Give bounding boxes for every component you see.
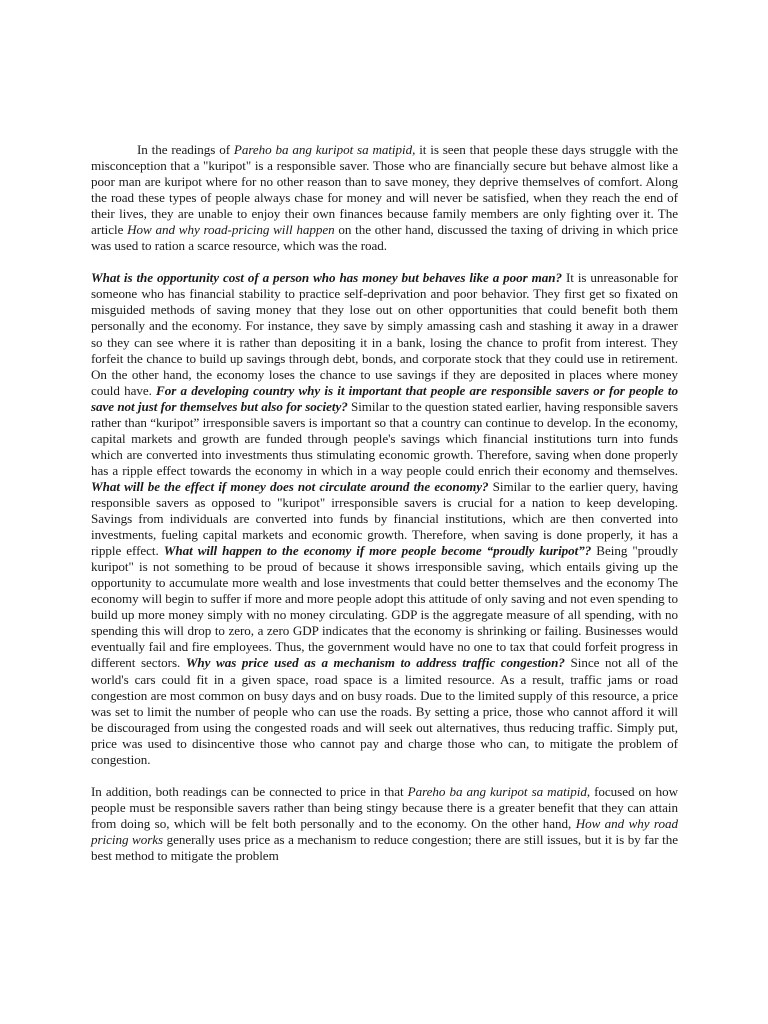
question-developing-country: For a developing country why is it important that people are responsible savers or for people to save not just for themselves but also for society? (91, 382, 679, 414)
text-run: generally uses price as a mechanism to reduce congestion; there are still issues, but it is by far the best method to mitigate the problem (91, 831, 678, 863)
document-page (91, 142, 678, 864)
text-run: In the readings of (137, 142, 234, 157)
text-run: Similar to the question stated earlier, having responsible savers rather than “kuripot” irresponsible savers is important so that a country can continue to develop. In the economy, capital markets and growth are funded through people's savings which financial institutions turn into funds which are converted into investments thus stimulating economic growth. Therefore, saving when done properly has a ripple effect towards the economy in which in a way people could enrich their economy and themselves. (91, 398, 678, 478)
question-money-circulation: What will be the effect if money does not circulate around the economy? (91, 478, 489, 494)
article-title-road-pricing: How and why road pricing works (91, 815, 678, 847)
article-title-road-pricing: How and why road-pricing will happen (127, 222, 335, 238)
text-run: on the other hand, discussed the taxing of driving in which price was used to ration a scarce resource, which was the road. (91, 222, 678, 254)
question-proudly-kuripot: What will happen to the economy if more people become “proudly kuripot”? (163, 543, 592, 559)
text-run: Similar to the earlier query, having responsible savers as opposed to "kuripot" irresponsible savers is crucial for a nation to keep developing. Savings from individuals are converted into funds by financial institutions, which are then converted into investments, fueling capital markets and economic growth. Therefore, when saving is done properly, it has a ripple effect. (91, 478, 679, 559)
text-run: In addition, both readings can be connected to price in that (91, 783, 408, 799)
question-traffic-price: Why was price used as a mechanism to address traffic congestion? (185, 655, 565, 671)
paragraph-intro (91, 142, 678, 254)
paragraph-conclusion (91, 784, 678, 864)
text-run: it is seen that people these days struggle with the misconception that a "kuripot" is a responsible saver. Those who are financially secure but behave almost like a poor man are kuripot where for no other reason than to save money, they deprive themselves of comfort. Along the road these types of people always chase for money and will never be satisfied, when they reach the end of their lives, they are unable to enjoy their own finances because family members are only fighting over it. The article (91, 142, 679, 238)
text-run: Since not all of the world's cars could fit in a given space, road space is a limited resource. As a result, traffic jams or road congestion are most common on busy days and on busy roads. Due to the limited supply of this resource, a price was set to limit the number of people who can use the roads. By setting a price, those who cannot afford it will be discouraged from using the congested roads and will seek out alternatives, thus reducing traffic. Simply put, price was used to disincentive those who cannot pay and charge those who can, to mitigate the problem of congestion. (91, 655, 678, 767)
text-run: , focused on how people must be responsible savers rather than being stingy because there is a greater benefit that they can attain from doing so, which will be felt both personally and to the economy. On the other hand, (91, 783, 678, 831)
reading-title-kuripot: Pareho ba ang kuripot sa matipid, (233, 142, 416, 157)
question-opportunity-cost: What is the opportunity cost of a person who has money but behaves like a poor man? (91, 270, 563, 286)
reading-title-kuripot: Pareho ba ang kuripot sa matipid (407, 783, 587, 799)
text-run: It is unreasonable for someone who has financial stability to practice self-deprivation and poor behavior. They first get so fixated on misguided methods of saving money that they lose out on other opportunities that could benefit both them personally and the economy. For instance, they save by simply amassing cash and stashing it away in a drawer so they can see where it is rather than depositing it in a bank, losing the chance to profit from interest. They forfeit the chance to build up savings through debt, bonds, and corporate stock that they could use in retirement. On the other hand, the economy loses the chance to use savings if they are deposited in places where money could have. (91, 270, 678, 398)
text-run: Being "proudly kuripot" is not something to be proud of because it shows irresponsible saving, which entails giving up the opportunity to accumulate more wealth and lose investments that could better themselves and the economy The economy will begin to suffer if more and more people adopt this attitude of only saving and not even spending to build up more money simply with no money circulating. GDP is the aggregate measure of all spending, with no spending this will drop to zero, a zero GDP indicates that the economy is shrinking or failing. Businesses would eventually fail and fire employees. Thus, the government would have no one to tax that could forfeit progress in different sectors. (91, 543, 679, 671)
paragraph-body (91, 270, 678, 767)
